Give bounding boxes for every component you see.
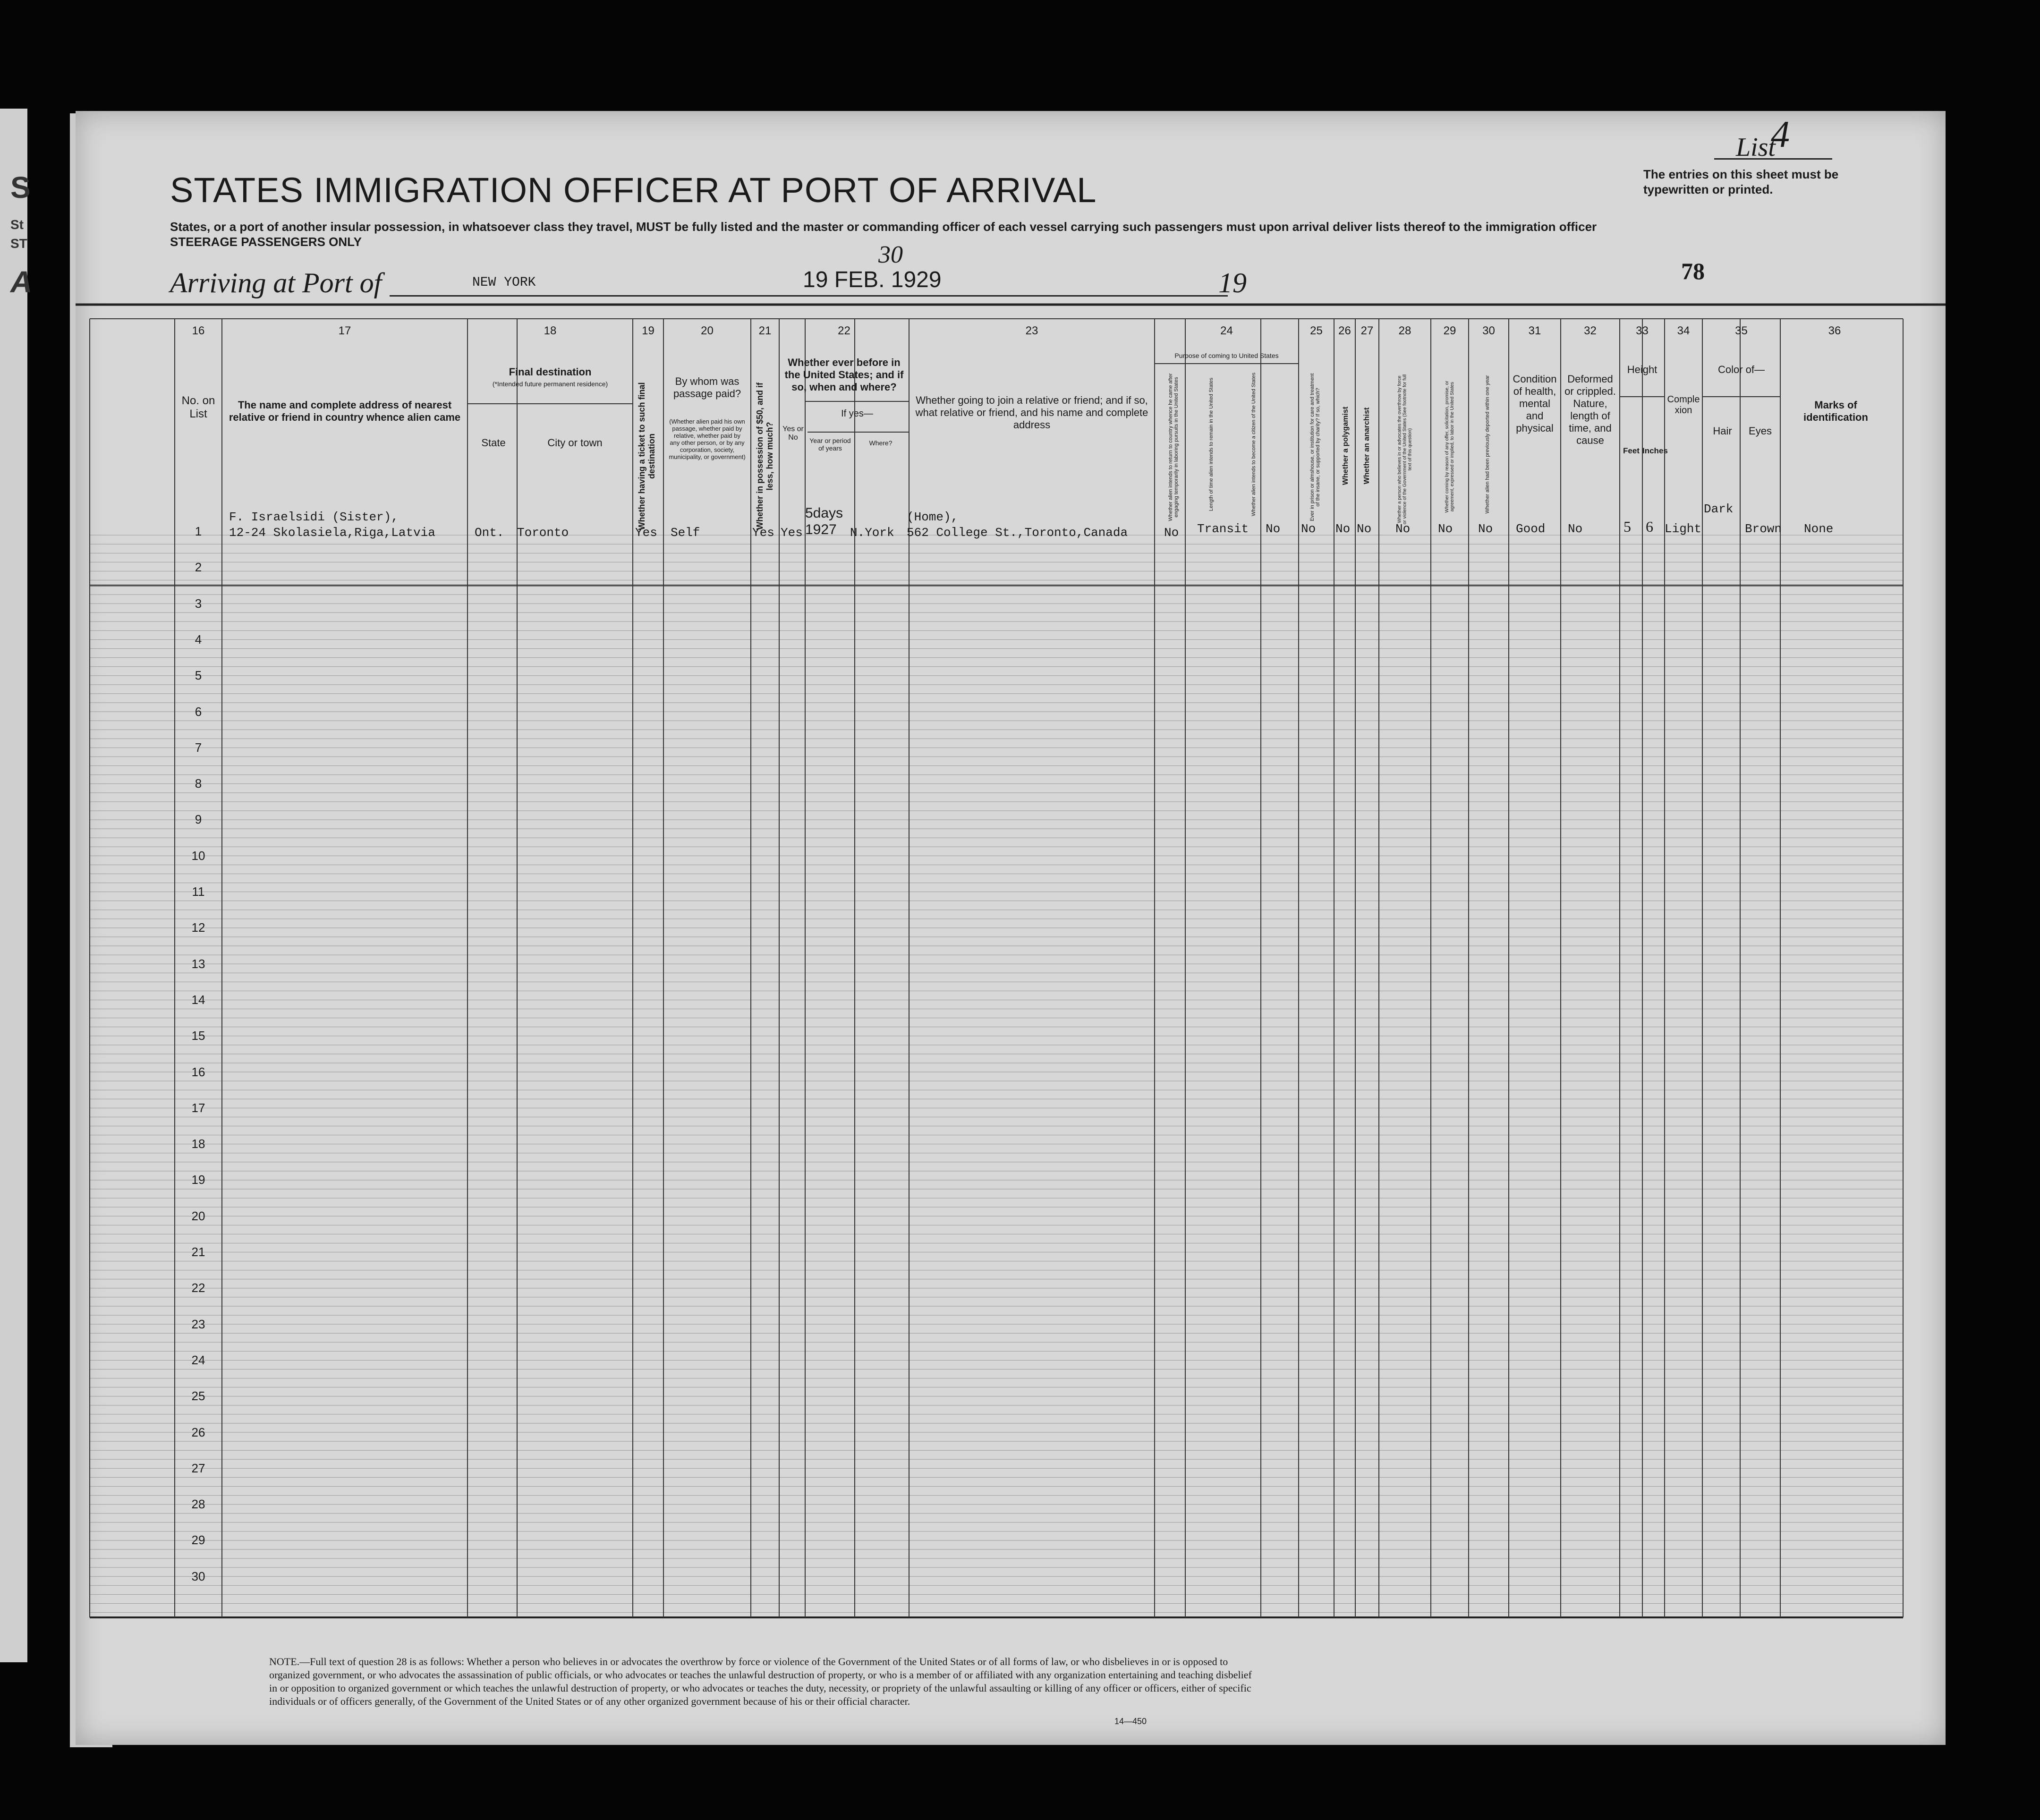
entry-join-line2: 562 College St.,Toronto,Canada xyxy=(907,526,1128,540)
entry-state: Ont. xyxy=(475,526,504,540)
row-number: 13 xyxy=(191,956,205,971)
header-hair: Hair xyxy=(1713,425,1732,437)
col-num-26: 26 xyxy=(1338,324,1351,337)
row-number: 9 xyxy=(195,812,202,827)
sliver-fragment: St xyxy=(10,217,24,232)
row-number: 24 xyxy=(191,1352,205,1367)
list-label: List xyxy=(1735,133,1776,162)
row-number: 22 xyxy=(191,1281,205,1295)
header-labor-offer: Whether coming by reason of any offer, solicitation, promise, or agreement, expressed or implied, to labor in the United States xyxy=(1445,381,1455,513)
row-number: 15 xyxy=(191,1029,205,1043)
header-eyes: Eyes xyxy=(1749,425,1772,437)
header-height: Height xyxy=(1627,364,1658,375)
header-passage-paid-sub: (Whether alien paid his own passage, whether paid by relative, whether paid by any other person, or by any corporation, society, municipality, or government) xyxy=(669,418,746,460)
instruction-text: States, or a port of another insular possession, in whatsoever class they travel, MUST be fully listed and the master or commanding officer of each vessel carrying such passengers must upon arrival deliver lists thereof to the immigration officer xyxy=(170,220,1597,234)
header-deported: Whether alien had been previously deported within one year xyxy=(1485,375,1490,514)
entry-return-temp: No xyxy=(1164,526,1179,540)
col-num-35: 35 xyxy=(1735,324,1748,337)
entry-city: Toronto xyxy=(517,526,569,540)
header-ticket: Whether having a ticket to such final destination xyxy=(637,382,656,530)
header-polygamist: Whether a polygamist xyxy=(1342,406,1350,485)
row-number: 16 xyxy=(191,1064,205,1079)
header-money: Whether in possession of $50, and if less, how much? xyxy=(755,382,774,530)
row-number: 21 xyxy=(191,1245,205,1259)
form-number: 14—450 xyxy=(1114,1717,1147,1726)
row-number: 28 xyxy=(191,1497,205,1512)
entry-length-stay: Transit xyxy=(1197,522,1249,536)
col-num-32: 32 xyxy=(1584,324,1597,337)
row-number: 23 xyxy=(191,1317,205,1331)
row-number: 18 xyxy=(191,1137,205,1151)
row-number: 17 xyxy=(191,1100,205,1115)
row-number: 7 xyxy=(195,740,202,755)
col-num-30: 30 xyxy=(1482,324,1495,337)
entry-before-year: 1927 xyxy=(805,522,837,537)
entry-citizen: No xyxy=(1266,522,1281,536)
header-before-year: Year or period of years xyxy=(809,437,851,452)
sliver-fragment: ST xyxy=(10,236,27,251)
col-num-31: 31 xyxy=(1528,324,1541,337)
header-complexion: Complexion xyxy=(1667,394,1700,416)
steerage-label: STEERAGE PASSENGERS ONLY xyxy=(170,235,362,249)
row-number: 20 xyxy=(191,1208,205,1223)
col-num-18: 18 xyxy=(544,324,557,337)
header-purpose-citizen: Whether alien intends to become a citizen of the United States xyxy=(1251,373,1257,516)
port-value: NEW YORK xyxy=(472,275,536,290)
entry-labor: No xyxy=(1438,522,1453,536)
col-num-28: 28 xyxy=(1398,324,1411,337)
header-state: State xyxy=(481,437,506,449)
col-num-24: 24 xyxy=(1220,324,1233,337)
entry-deported: No xyxy=(1478,522,1493,536)
date-handwritten: 30 xyxy=(878,241,903,268)
row-number: 11 xyxy=(192,884,205,899)
manifest-grid xyxy=(76,111,1946,1745)
entry-before-period: 5days xyxy=(805,505,843,521)
row-number: 2 xyxy=(195,560,202,575)
adjacent-page-sliver xyxy=(0,109,33,1662)
header-purpose-length: Length of time alien intends to remain in the United States xyxy=(1208,377,1214,511)
sliver-fragment: A xyxy=(10,265,33,299)
entry-complexion: Light xyxy=(1665,522,1702,536)
header-overthrow: Whether a person who believes in or advocates the overthrow by force or violence of the Government of the United States (See footnote for full text of this question) xyxy=(1397,374,1413,525)
col-num-25: 25 xyxy=(1310,324,1323,337)
header-deformed: Deformed or crippled. Nature, length of time, and cause xyxy=(1564,373,1616,446)
arriving-label: Arriving at Port of xyxy=(170,267,382,298)
entry-feet: 5 xyxy=(1624,518,1631,535)
col-num-16: 16 xyxy=(192,324,205,337)
entry-money: Yes xyxy=(752,526,774,540)
date-underline xyxy=(897,295,1228,297)
header-anarchist: Whether an anarchist xyxy=(1363,407,1371,485)
header-before-in-us: Whether ever before in the United States; and if so, when and where? xyxy=(784,357,904,393)
row-number: 8 xyxy=(195,776,202,791)
row-number: 4 xyxy=(195,632,202,646)
entry-ticket: Yes xyxy=(635,526,657,540)
entry-polygamist: No xyxy=(1335,522,1351,536)
header-final-destination: Final destination xyxy=(509,366,592,378)
row-number: 29 xyxy=(191,1533,205,1548)
header-joining-relative: Whether going to join a relative or friend; and if so, what relative or friend, and his name and complete address xyxy=(915,394,1148,431)
entry-inches: 6 xyxy=(1646,518,1653,535)
footnote: NOTE.—Full text of question 28 is as follows: Whether a person who believes in or advocates the overthrow by force or violence of the Government of the United States or of all forms of law, or who disbelieves in or is opposed to organized government, or who advocates the assassination of public officials, or who advocates or teaches the unlawful destruction of property, or who is a member of or affiliated with any organization entertaining and teaching disbelief in or opposition to organized government or which teaches the unlawful destruction of property, or who advocates or teaches the duty, necessity, or propriety of the unlawful assaulting or killing of any officer or officers, either of specific individuals or of officers generally, of the Government of the United States or of any other organized government because of his or their official character. xyxy=(269,1656,1252,1707)
header-before-where: Where? xyxy=(869,439,892,447)
header-final-destination-sub: (*Intended future permanent residence) xyxy=(492,380,608,388)
header-before-yesno: Yes or No xyxy=(782,425,804,442)
entry-anarchist: No xyxy=(1357,522,1372,536)
sliver-fragment: S xyxy=(10,170,31,204)
row-number: 5 xyxy=(195,668,202,683)
header-feet: Feet xyxy=(1623,446,1640,455)
col-num-34: 34 xyxy=(1677,324,1690,337)
entry-relative-line1: F. Israelsidi (Sister), xyxy=(229,510,399,524)
col-num-20: 20 xyxy=(701,324,714,337)
entry-eyes: Brown xyxy=(1745,522,1782,536)
stamp-number: 78 xyxy=(1681,258,1705,284)
entry-before-yesno: Yes xyxy=(781,526,803,540)
entry-paid-by: Self xyxy=(671,526,700,540)
col-num-29: 29 xyxy=(1443,324,1456,337)
entry-deformed: No xyxy=(1568,522,1583,536)
col-num-27: 27 xyxy=(1360,324,1374,337)
entry-marks: None xyxy=(1804,522,1834,536)
entry-prison: No xyxy=(1301,522,1316,536)
entry-overthrow: No xyxy=(1395,522,1411,536)
header-inches: Inches xyxy=(1642,446,1668,455)
header-if-yes: If yes— xyxy=(841,408,873,419)
row-number: 1 xyxy=(195,524,202,538)
list-number: 4 xyxy=(1771,114,1790,155)
col-num-22: 22 xyxy=(838,324,850,337)
header-health: Condition of health, mental and physical xyxy=(1513,373,1557,434)
entry-relative-line2: 12-24 Skolasiela,Riga,Latvia xyxy=(229,526,435,540)
row-number: 27 xyxy=(191,1461,205,1475)
header-passage-paid: By whom was passage paid? xyxy=(673,375,741,400)
col-num-21: 21 xyxy=(758,324,772,337)
row-number: 14 xyxy=(191,992,205,1007)
row-number: 25 xyxy=(191,1389,205,1403)
col-num-36: 36 xyxy=(1828,324,1841,337)
date-stamp: 19 FEB. 1929 xyxy=(803,267,942,292)
row-number: 30 xyxy=(191,1569,205,1583)
col-num-23: 23 xyxy=(1025,324,1038,337)
entries-note: The entries on this sheet must be typewritten or printed. xyxy=(1643,167,1839,196)
entry-hair: Dark xyxy=(1704,502,1734,516)
year-label: 19 xyxy=(1218,267,1247,298)
col-num-33: 33 xyxy=(1636,324,1649,337)
header-city: City or town xyxy=(547,437,603,449)
row-number: 19 xyxy=(191,1173,205,1187)
list-underline xyxy=(1714,158,1832,160)
header-marks: Marks of identification xyxy=(1803,399,1868,423)
entry-before-where: N.York xyxy=(850,526,894,540)
port-underline xyxy=(390,295,966,297)
page-title: STATES IMMIGRATION OFFICER AT PORT OF ARRIVAL xyxy=(170,170,1097,210)
manifest-sheet xyxy=(76,111,1946,1745)
entry-join-line1: (Home), xyxy=(907,510,959,524)
header-purpose: Purpose of coming to United States xyxy=(1174,352,1279,359)
col-num-17: 17 xyxy=(338,324,351,337)
row-number: 6 xyxy=(195,704,202,719)
row-number: 10 xyxy=(191,848,205,863)
header-nearest-relative: The name and complete address of nearest relative or friend in country whence alien came xyxy=(229,399,461,423)
header-purpose-return: Whether alien intends to return to country whence he came after engaging temporarily in laboring pursuits in the United States xyxy=(1168,373,1179,521)
row-number: 3 xyxy=(195,596,202,611)
header-no-on-list: No. on List xyxy=(181,394,215,420)
header-prison: Ever in prison or almshouse, or institution for care and treatment of the insane, or supported by charity? If so, which? xyxy=(1309,373,1321,521)
row-number: 26 xyxy=(191,1425,205,1439)
entry-health: Good xyxy=(1516,522,1546,536)
row-number: 12 xyxy=(191,920,205,935)
col-num-19: 19 xyxy=(642,324,654,337)
header-color-of: Color of— xyxy=(1717,364,1765,375)
